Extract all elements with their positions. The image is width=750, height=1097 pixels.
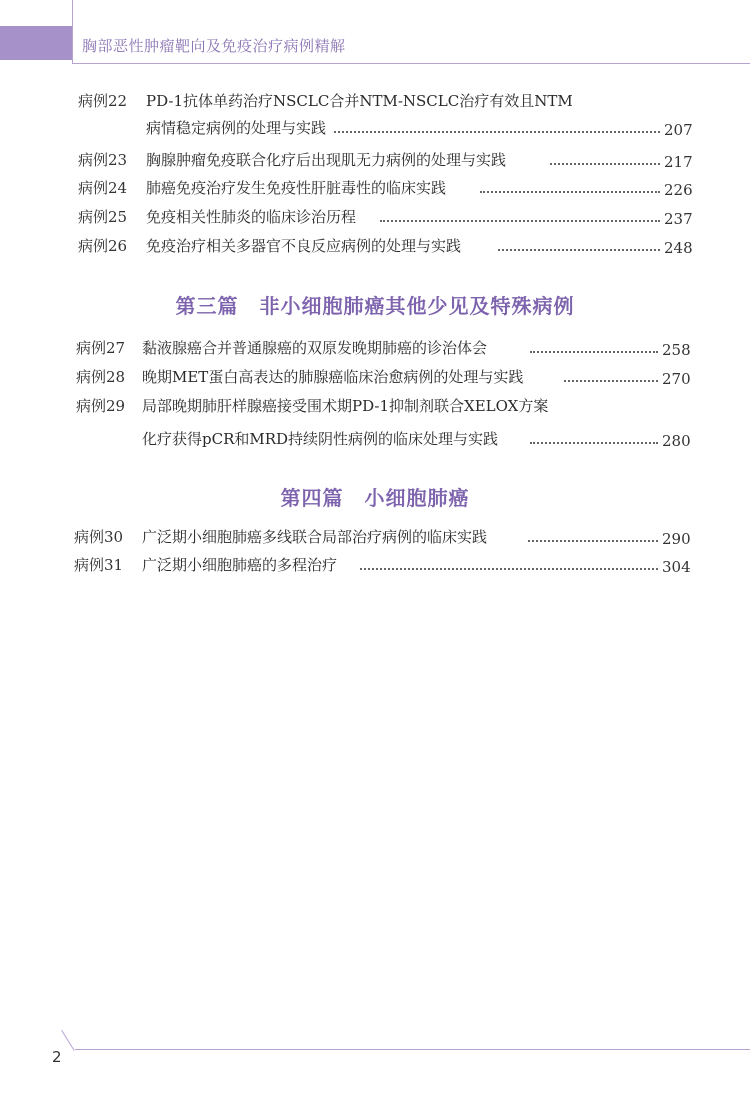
page-number: 207 (664, 121, 693, 139)
case-number: 病例31 (74, 556, 124, 574)
header-horizontal-rule (72, 63, 750, 64)
entry-title: 胸腺肿瘤免疫联合化疗后出现肌无力病例的处理与实践 (146, 151, 507, 169)
toc-entry-24[interactable] (0, 177, 750, 209)
page-number: 248 (664, 239, 693, 257)
leader-dots (380, 219, 660, 222)
footer-page-number: 2 (52, 1048, 62, 1066)
header-color-bar (0, 26, 72, 60)
page-number: 237 (664, 210, 693, 228)
toc-entry-26[interactable] (0, 235, 750, 267)
part4-heading: 第四篇 小细胞肺癌 (280, 486, 470, 510)
page-number: 258 (662, 341, 691, 359)
case-number: 病例29 (76, 397, 126, 415)
leader-dots (564, 379, 658, 382)
entry-title: 免疫相关性肺炎的临床诊治历程 (146, 208, 357, 226)
book-title: 胸部恶性肿瘤靶向及免疫治疗病例精解 (82, 37, 346, 55)
page-number: 280 (662, 432, 691, 450)
leader-dots (550, 162, 660, 165)
toc-entry-28[interactable] (0, 366, 750, 398)
entry-title: 晚期MET蛋白高表达的肺腺癌临床治愈病例的处理与实践 (142, 368, 524, 386)
toc-entry-27[interactable] (0, 337, 750, 369)
toc-entry-29[interactable] (0, 395, 750, 450)
case-number: 病例26 (78, 237, 128, 255)
part3-heading: 第三篇 非小细胞肺癌其他少见及特殊病例 (175, 294, 575, 318)
case-number: 病例28 (76, 368, 126, 386)
leader-dots (498, 248, 660, 251)
case-number: 病例27 (76, 339, 126, 357)
footer-rule (75, 1049, 750, 1050)
page-number: 290 (662, 530, 691, 548)
leader-dots (480, 190, 660, 193)
entry-title: 广泛期小细胞肺癌多线联合局部治疗病例的临床实践 (142, 528, 488, 546)
case-number: 病例23 (78, 151, 128, 169)
entry-title-line2: 化疗获得pCR和MRD持续阴性病例的临床处理与实践 (142, 430, 499, 448)
entry-title-line1: PD-1抗体单药治疗NSCLC合并NTM-NSCLC治疗有效且NTM (146, 92, 573, 110)
entry-title: 肺癌免疫治疗发生免疫性肝脏毒性的临床实践 (146, 179, 447, 197)
toc-entry-31[interactable] (0, 554, 750, 586)
toc-entry-22[interactable] (0, 90, 750, 139)
page-number: 226 (664, 181, 693, 199)
leader-dots (530, 350, 658, 353)
entry-title-line1: 局部晚期肺肝样腺癌接受围术期PD-1抑制剂联合XELOX方案 (142, 397, 549, 415)
header-vertical-rule (72, 0, 73, 64)
page-number: 304 (662, 558, 691, 576)
leader-dots (528, 539, 658, 542)
entry-title: 广泛期小细胞肺癌的多程治疗 (142, 556, 338, 574)
footer-slant-rule (61, 1030, 75, 1051)
case-number: 病例25 (78, 208, 128, 226)
entry-title: 黏液腺癌合并普通腺癌的双原发晚期肺癌的诊治体会 (142, 339, 488, 357)
leader-dots (530, 441, 658, 444)
page-number: 270 (662, 370, 691, 388)
toc-entry-25[interactable] (0, 206, 750, 238)
case-number: 病例30 (74, 528, 124, 546)
entry-title: 免疫治疗相关多器官不良反应病例的处理与实践 (146, 237, 462, 255)
leader-dots (334, 130, 660, 133)
entry-title-line2: 病情稳定病例的处理与实践 (146, 119, 327, 137)
case-number: 病例24 (78, 179, 128, 197)
leader-dots (360, 567, 658, 570)
page-number: 217 (664, 153, 693, 171)
case-number: 病例22 (78, 92, 128, 110)
